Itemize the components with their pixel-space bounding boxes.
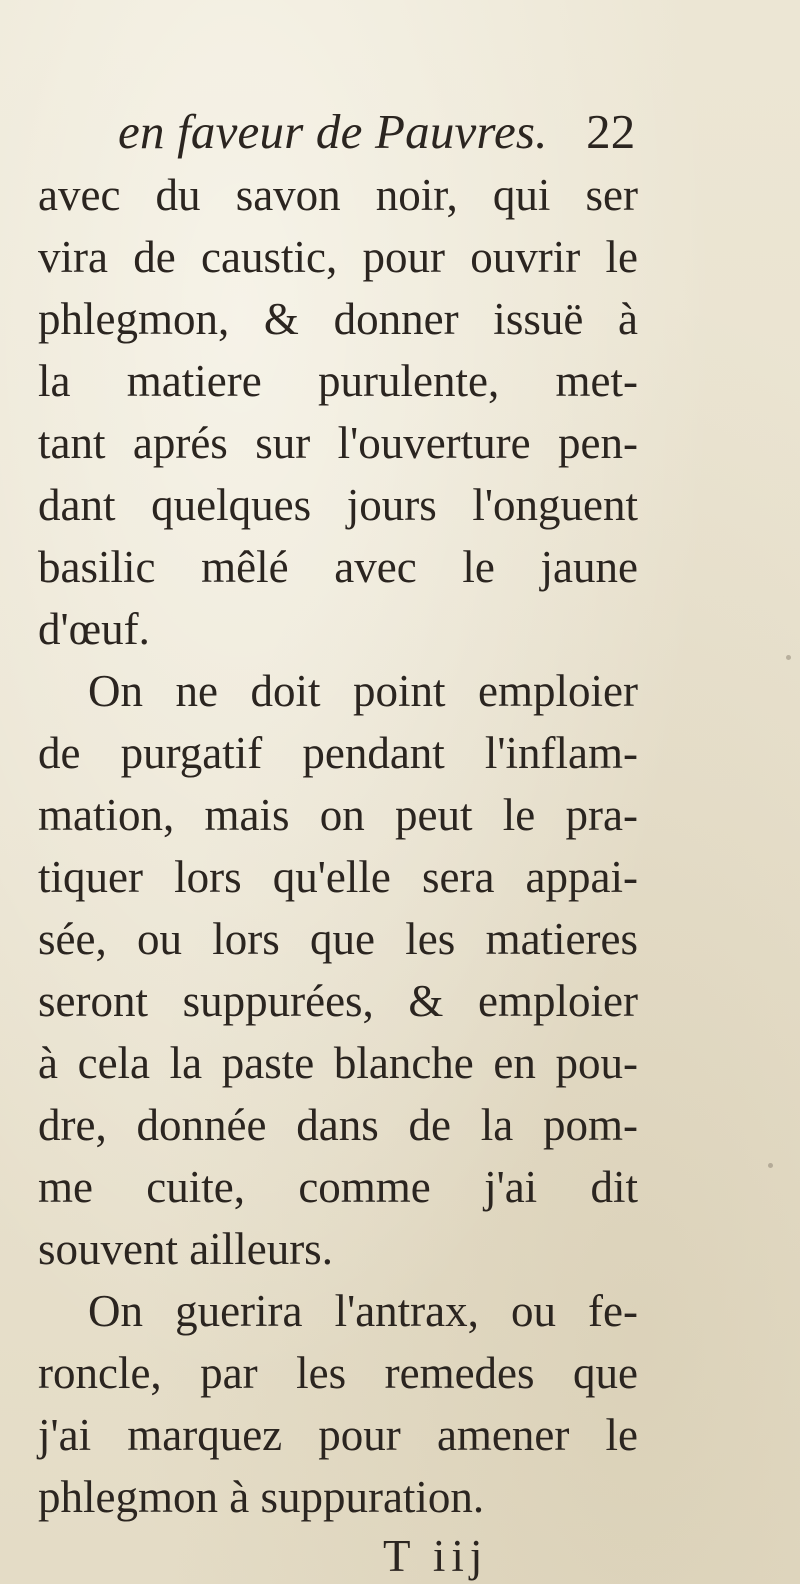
text-line: souvent ailleurs.	[38, 1224, 333, 1274]
paragraph-2	[38, 660, 638, 1280]
text-line: d'œuf.	[38, 604, 150, 654]
text-block	[38, 100, 638, 1584]
running-head	[38, 100, 638, 164]
text-line: la matiere purulente, met-	[38, 356, 638, 406]
text-line: vira de caustic, pour ouvrir le	[38, 232, 638, 282]
text-line: sée, ou lors que les matieres	[38, 914, 638, 964]
text-line: de purgatif pendant l'inflam-	[38, 728, 638, 778]
text-line: dre, donnée dans de la pom-	[38, 1100, 638, 1150]
text-line: j'ai marquez pour amener le	[38, 1410, 638, 1460]
text-line: roncle, par les remedes que	[38, 1348, 638, 1398]
text-line: mation, mais on peut le pra-	[38, 790, 638, 840]
text-line: à cela la paste blanche en pou-	[38, 1038, 638, 1088]
paper-speck	[768, 1163, 773, 1168]
text-line: seront suppurées, & emploier	[38, 976, 638, 1026]
text-line: me cuite, comme j'ai dit	[38, 1162, 638, 1212]
text-line: tiquer lors qu'elle sera appai-	[38, 852, 638, 902]
page-number: 22	[586, 104, 636, 159]
text-line: basilic mêlé avec le jaune	[38, 542, 638, 592]
paragraph-3	[38, 1280, 638, 1528]
text-line: dant quelques jours l'onguent	[38, 480, 638, 530]
signature-mark: T iij	[383, 1531, 489, 1581]
text-line: On guerira l'antrax, ou fe-	[88, 1286, 638, 1336]
text-line: phlegmon, & donner issuë à	[38, 294, 638, 344]
text-line: tant aprés sur l'ouverture pen-	[38, 418, 638, 468]
text-line: On ne doit point emploier	[88, 666, 638, 716]
text-line: phlegmon à suppuration.	[38, 1472, 485, 1522]
paragraph-1	[38, 164, 638, 660]
running-head-title: en faveur de Pauvres.	[118, 104, 548, 159]
text-line: avec du savon noir, qui ser	[38, 170, 638, 220]
paper-speck	[786, 655, 791, 660]
